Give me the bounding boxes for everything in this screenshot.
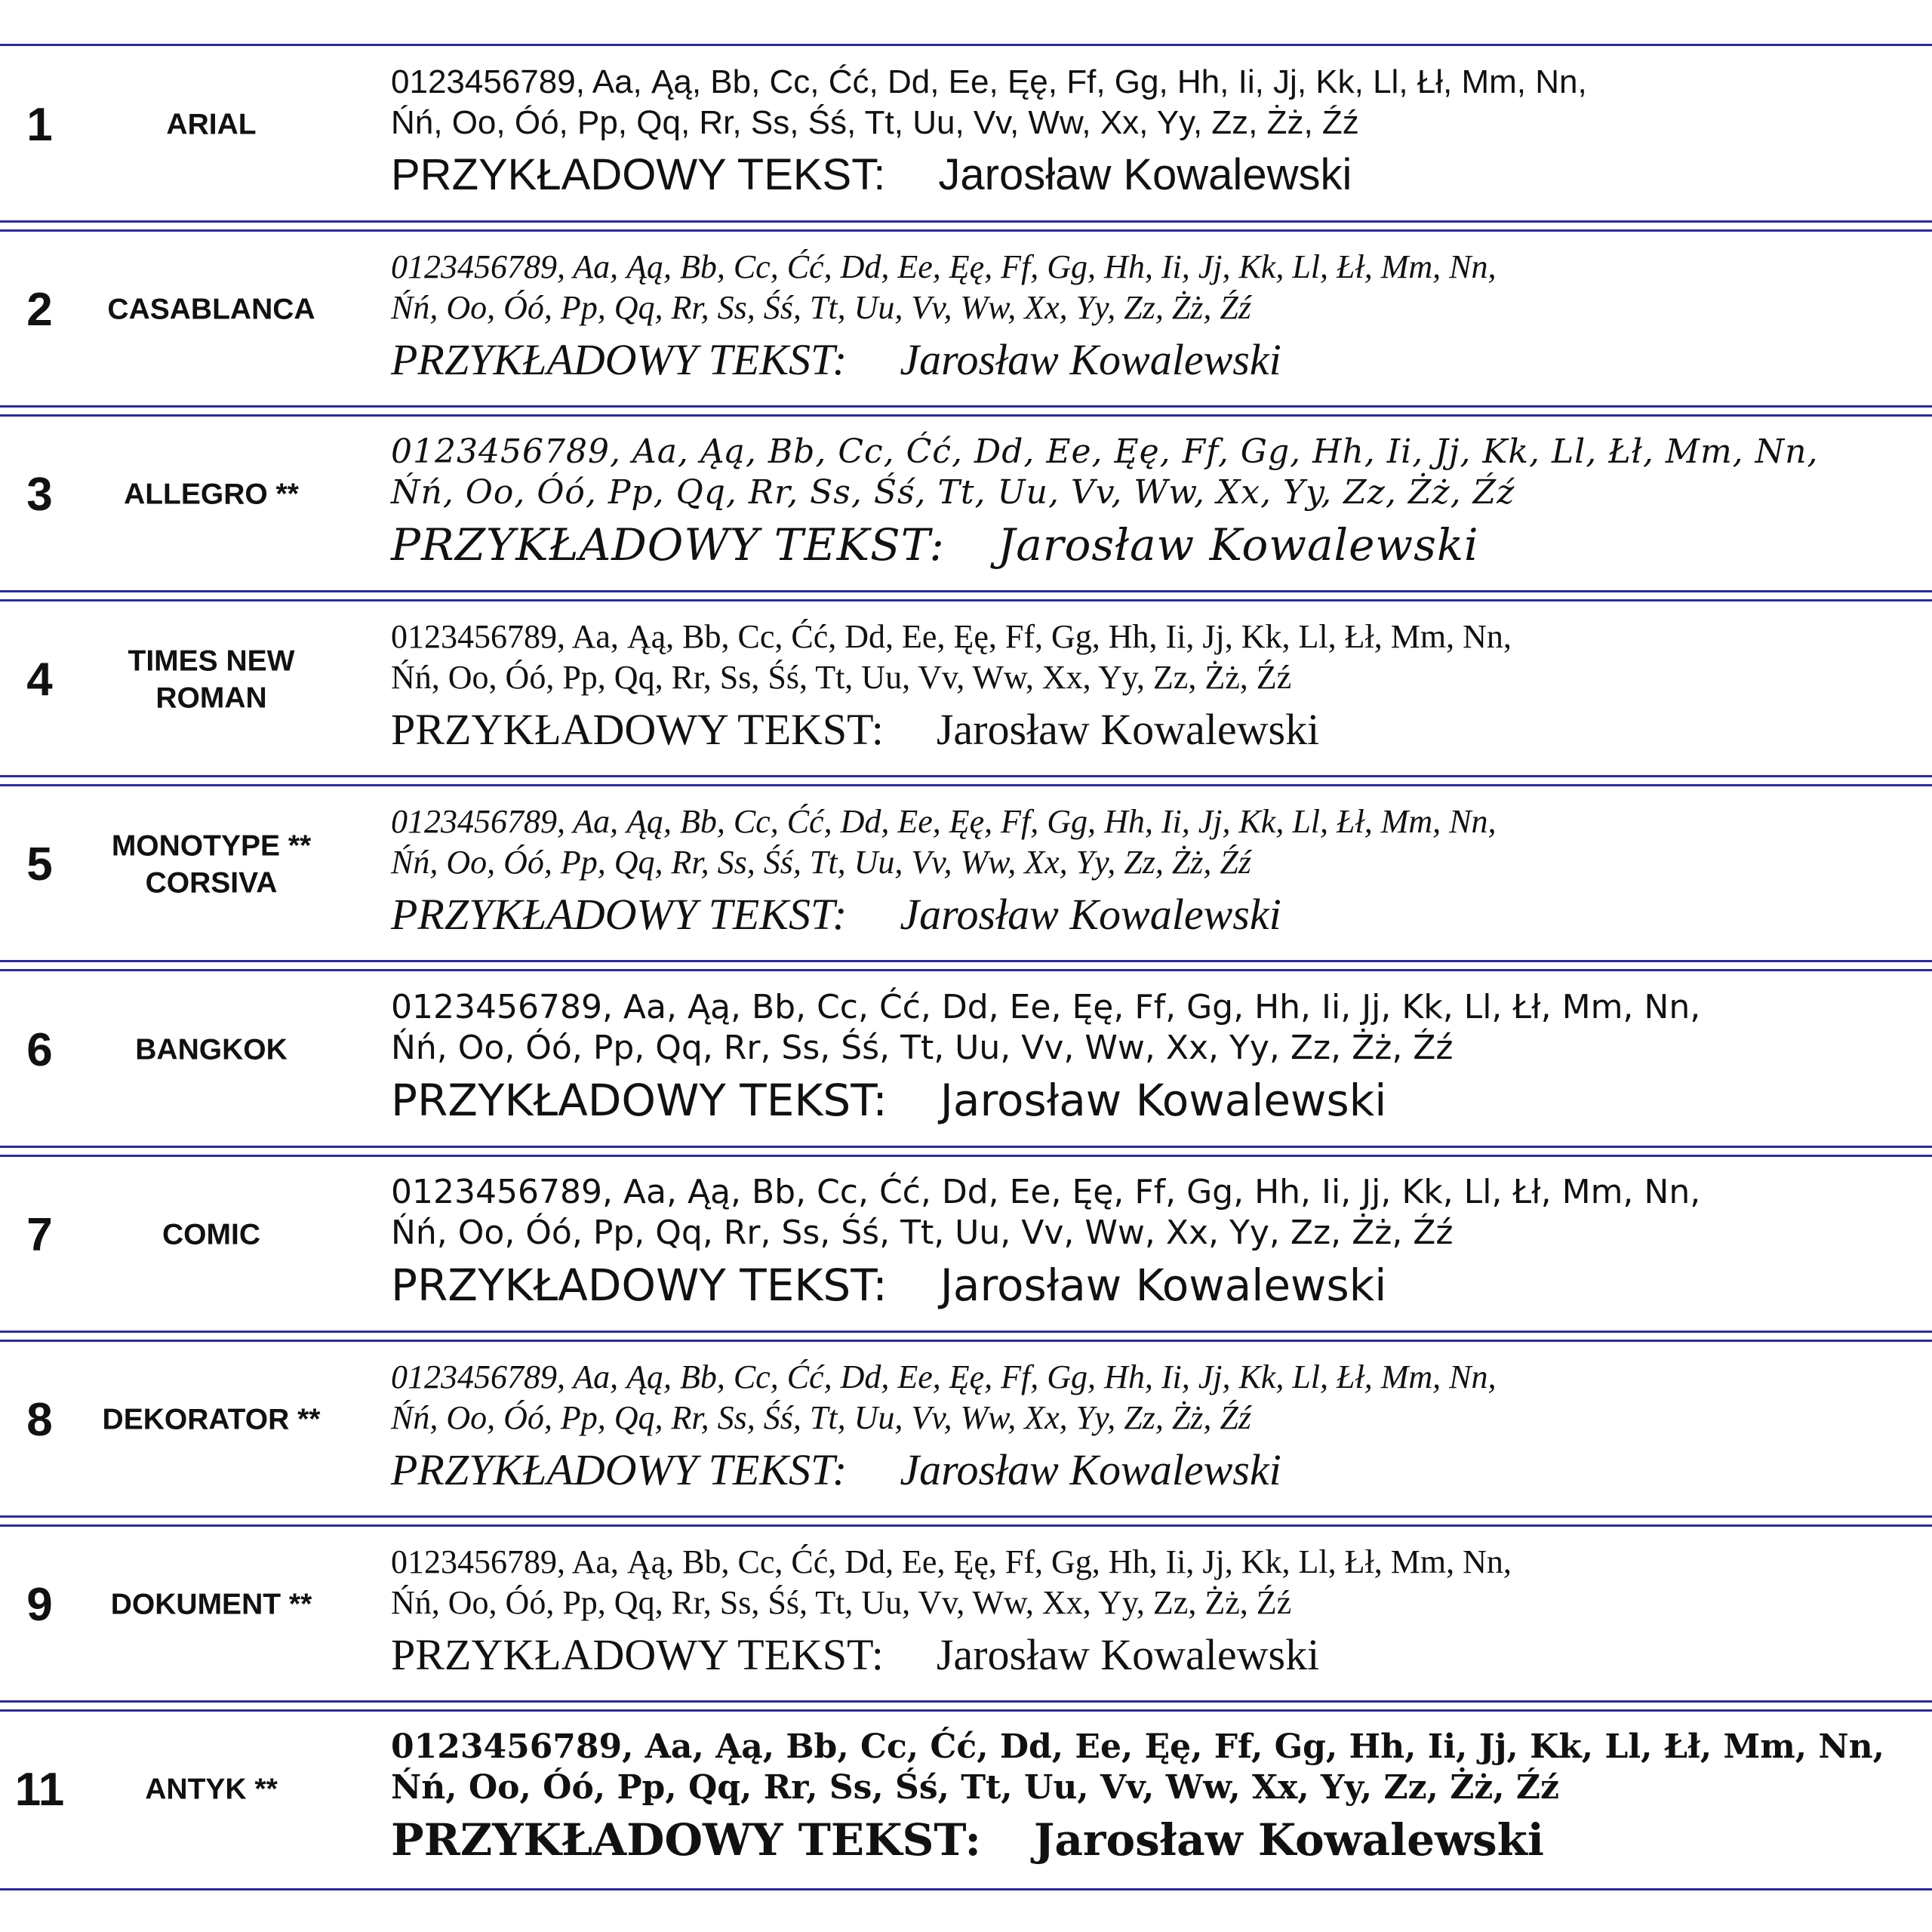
alphabet-line-1: 0123456789, Aa, Ąą, Bb, Cc, Ćć, Dd, Ee, Ęę, Ff, Gg, Hh, Ii, Jj, Kk, Ll, Łł, Mm, Nn, [391, 1358, 1497, 1395]
font-number: 5 [26, 838, 53, 891]
alphabet-line-1: 0123456789, Aa, Ąą, Bb, Cc, Ćć, Dd, Ee, Ęę, Ff, Gg, Hh, Ii, Jj, Kk, Ll, Łł, Mm, Nn, [391, 63, 1587, 100]
example-label: PRZYKŁADOWY TEKST: [391, 150, 886, 199]
example-text-line [391, 513, 1915, 577]
font-number: 11 [14, 1764, 65, 1816]
font-name: ANTYK ** [145, 1773, 278, 1806]
font-number: 2 [26, 284, 53, 336]
font-row [0, 1157, 1932, 1314]
example-name: Jarosław Kowalewski [940, 1260, 1387, 1311]
font-sample [391, 617, 1915, 761]
example-label: PRZYKŁADOWY TEKST: [391, 519, 945, 571]
font-number: 8 [26, 1394, 53, 1446]
example-label: PRZYKŁADOWY TEKST: [391, 1260, 888, 1311]
alphabet-line-1: 0123456789, Aa, Ąą, Bb, Cc, Ćć, Dd, Ee, Ęę, Ff, Gg, Hh, Ii, Jj, Kk, Ll, Łł, Mm, Nn, [391, 618, 1512, 655]
font-row [0, 232, 1932, 389]
example-text-line [391, 1808, 1915, 1872]
font-row [0, 601, 1932, 758]
font-sample [391, 1542, 1915, 1687]
alphabet-line-2: Ńń, Oo, Óó, Pp, Qq, Rr, Ss, Śś, Tt, Uu, Vv, Ww, Xx, Yy, Zz, Żż, Źź [391, 1214, 1454, 1252]
example-label: PRZYKŁADOWY TEKST: [391, 1075, 888, 1126]
alphabet-line-2: Ńń, Oo, Óó, Pp, Qq, Rr, Ss, Śś, Tt, Uu, Vv, Ww, Xx, Yy, Zz, Żż, Źź [391, 473, 1515, 512]
divider-double-top [0, 775, 1932, 777]
example-name: Jarosław Kowalewski [900, 1445, 1281, 1494]
font-name: ARIAL [166, 108, 257, 141]
font-row [0, 972, 1932, 1129]
font-number: 6 [26, 1024, 53, 1076]
font-name: TIMES NEW ROMAN [128, 645, 295, 714]
example-label: PRZYKŁADOWY TEKST: [391, 335, 848, 384]
font-row [0, 786, 1932, 943]
example-name: Jarosław Kowalewski [1033, 1814, 1544, 1866]
font-name: ALLEGRO ** [124, 478, 299, 511]
font-name: MONOTYPE ** CORSIVA [111, 829, 312, 899]
example-name: Jarosław Kowalewski [900, 890, 1281, 939]
divider-double-top [0, 1146, 1932, 1148]
font-name: CASABLANCA [107, 293, 315, 326]
alphabet-line-1: 0123456789, Aa, Ąą, Bb, Cc, Ćć, Dd, Ee, Ęę, Ff, Gg, Hh, Ii, Jj, Kk, Ll, Łł, Mm, Nn, [391, 1727, 1884, 1766]
font-name: DOKUMENT ** [110, 1588, 312, 1621]
example-name: Jarosław Kowalewski [900, 335, 1281, 384]
example-text-line [391, 1254, 1915, 1317]
alphabet-line-2: Ńń, Oo, Óó, Pp, Qq, Rr, Ss, Śś, Tt, Uu, Vv, Ww, Xx, Yy, Zz, Żż, Źź [391, 289, 1252, 326]
example-text-line [391, 1438, 1915, 1502]
example-label: PRZYKŁADOWY TEKST: [391, 890, 848, 939]
font-sample [391, 1727, 1915, 1872]
font-sample [391, 62, 1915, 207]
example-name: Jarosław Kowalewski [938, 150, 1352, 199]
font-name: COMIC [162, 1218, 260, 1251]
divider-double-top [0, 405, 1932, 408]
divider-double-top [0, 960, 1932, 962]
alphabet-line-2: Ńń, Oo, Óó, Pp, Qq, Rr, Ss, Śś, Tt, Uu, Vv, Ww, Xx, Yy, Zz, Żż, Źź [391, 1399, 1252, 1436]
alphabet-line-1: 0123456789, Aa, Ąą, Bb, Cc, Ćć, Dd, Ee, Ęę, Ff, Gg, Hh, Ii, Jj, Kk, Ll, Łł, Mm, Nn, [391, 803, 1497, 840]
font-sample [391, 801, 1915, 946]
divider-double-top [0, 1515, 1932, 1518]
font-name: BANGKOK [135, 1033, 288, 1066]
example-text-line [391, 143, 1915, 207]
font-row [0, 417, 1932, 574]
example-name: Jarosław Kowalewski [997, 519, 1479, 571]
divider-top [0, 44, 1932, 46]
alphabet-line-1: 0123456789, Aa, Ąą, Bb, Cc, Ćć, Dd, Ee, Ęę, Ff, Gg, Hh, Ii, Jj, Kk, Ll, Łł, Mm, Nn, [391, 248, 1497, 285]
divider-bottom [0, 1888, 1932, 1890]
example-text-line [391, 1623, 1915, 1687]
example-text-line [391, 328, 1915, 392]
alphabet-line-1: 0123456789, Aa, Ąą, Bb, Cc, Ćć, Dd, Ee, Ęę, Ff, Gg, Hh, Ii, Jj, Kk, Ll, Łł, Mm, Nn, [391, 432, 1819, 471]
font-row [0, 1342, 1932, 1499]
example-text-line [391, 1069, 1915, 1132]
example-label: PRZYKŁADOWY TEKST: [391, 1445, 848, 1494]
divider-double-top [0, 220, 1932, 223]
alphabet-line-1: 0123456789, Aa, Ąą, Bb, Cc, Ćć, Dd, Ee, Ęę, Ff, Gg, Hh, Ii, Jj, Kk, Ll, Łł, Mm, Nn, [391, 988, 1701, 1026]
font-row [0, 1712, 1932, 1869]
font-number: 4 [26, 654, 53, 706]
font-sample [391, 247, 1915, 392]
divider-double-bottom [0, 969, 1932, 971]
font-sample [391, 432, 1915, 577]
font-row [0, 1527, 1932, 1684]
alphabet-line-2: Ńń, Oo, Óó, Pp, Qq, Rr, Ss, Śś, Tt, Uu, Vv, Ww, Xx, Yy, Zz, Żż, Źź [391, 1584, 1292, 1621]
alphabet-line-2: Ńń, Oo, Óó, Pp, Qq, Rr, Ss, Śś, Tt, Uu, Vv, Ww, Xx, Yy, Zz, Żż, Źź [391, 844, 1252, 881]
font-number: 9 [26, 1579, 53, 1631]
example-label: PRZYKŁADOWY TEKST: [391, 1814, 981, 1866]
example-name: Jarosław Kowalewski [936, 1630, 1320, 1679]
alphabet-line-2: Ńń, Oo, Óó, Pp, Qq, Rr, Ss, Śś, Tt, Uu, Vv, Ww, Xx, Yy, Zz, Żż, Źź [391, 1029, 1454, 1067]
example-label: PRZYKŁADOWY TEKST: [391, 1630, 884, 1679]
font-row [0, 47, 1932, 204]
example-text-line [391, 883, 1915, 946]
font-number: 3 [26, 469, 53, 521]
example-label: PRZYKŁADOWY TEKST: [391, 705, 884, 754]
divider-double-top [0, 590, 1932, 592]
font-number: 1 [26, 99, 53, 151]
alphabet-line-1: 0123456789, Aa, Ąą, Bb, Cc, Ćć, Dd, Ee, Ęę, Ff, Gg, Hh, Ii, Jj, Kk, Ll, Łł, Mm, Nn, [391, 1173, 1701, 1211]
alphabet-line-1: 0123456789, Aa, Ąą, Bb, Cc, Ćć, Dd, Ee, Ęę, Ff, Gg, Hh, Ii, Jj, Kk, Ll, Łł, Mm, Nn, [391, 1543, 1512, 1580]
font-name: DEKORATOR ** [102, 1403, 321, 1436]
divider-double-top [0, 1700, 1932, 1703]
alphabet-line-2: Ńń, Oo, Óó, Pp, Qq, Rr, Ss, Śś, Tt, Uu, Vv, Ww, Xx, Yy, Zz, Żż, Źź [391, 1768, 1560, 1807]
example-name: Jarosław Kowalewski [940, 1075, 1387, 1126]
example-name: Jarosław Kowalewski [936, 705, 1320, 754]
example-text-line [391, 698, 1915, 761]
font-number: 7 [26, 1209, 53, 1261]
divider-double-top [0, 1331, 1932, 1333]
alphabet-line-2: Ńń, Oo, Óó, Pp, Qq, Rr, Ss, Śś, Tt, Uu, Vv, Ww, Xx, Yy, Zz, Żż, Źź [391, 104, 1359, 141]
font-sample [391, 987, 1915, 1132]
alphabet-line-2: Ńń, Oo, Óó, Pp, Qq, Rr, Ss, Śś, Tt, Uu, Vv, Ww, Xx, Yy, Zz, Żż, Źź [391, 659, 1292, 696]
font-sample [391, 1357, 1915, 1502]
font-sample [391, 1172, 1915, 1317]
